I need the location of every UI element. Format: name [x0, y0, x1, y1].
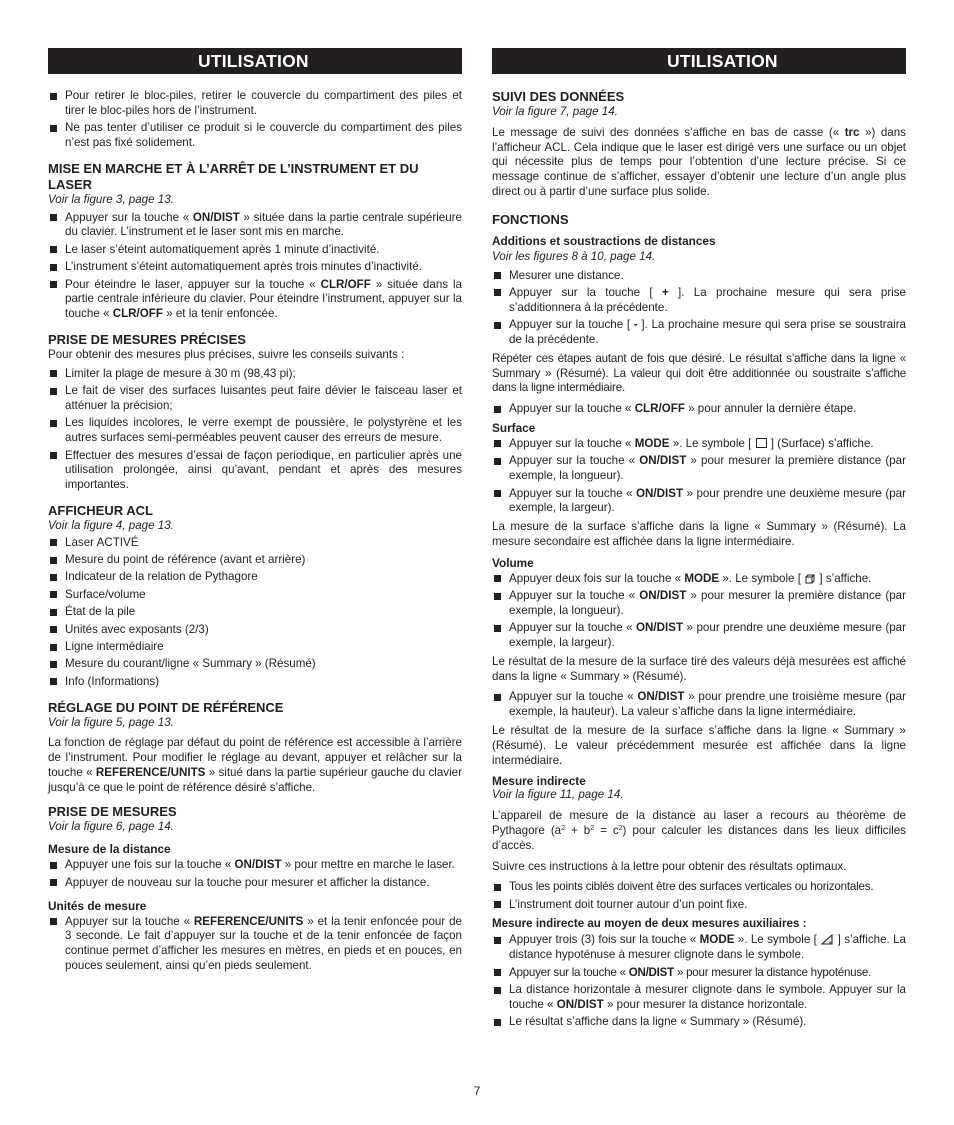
- list-item: L’instrument doit tourner autour d’un point fixe.: [492, 898, 906, 913]
- list-item: Tous les points ciblés doivent être des surfaces verticales ou horizontales.: [492, 880, 906, 895]
- figure-reference: Voir la figure 7, page 14.: [492, 105, 618, 118]
- list-item: Appuyer sur la touche « ON/DIST » située dans la partie centrale supérieure du clavier. L’instrument et le laser sont mis en marche.: [48, 211, 462, 241]
- figure-reference: Voir la figure 5, page 13.: [48, 715, 174, 729]
- list-item: Appuyer sur la touche « ON/DIST » pour mesurer la première distance (par exemple, la longueur).: [492, 454, 906, 484]
- sub-heading: Additions et soustractions de distances: [492, 233, 716, 248]
- battery-list: [48, 89, 462, 151]
- list-item: Pour éteindre le laser, appuyer sur la touche « CLR/OFF » située dans la partie centrale inférieure du clavier. Pour éteindre l’instrument, appuyer sur la touche « CLR/OFF » et la tenir enfoncée.: [48, 278, 462, 322]
- list-item: Appuyer sur la touche « ON/DIST » pour prendre une deuxième mesure (par exemple, la largeur).: [492, 621, 906, 651]
- section-heading: PRISE DE MESURES: [48, 803, 177, 819]
- list-item: Appuyer de nouveau sur la touche pour mesurer et afficher la distance.: [48, 876, 462, 891]
- left-column: [48, 48, 462, 978]
- list-item: Pour retirer le bloc-piles, retirer le couvercle du compartiment des piles et tirer le bloc-piles hors de l’instrument.: [48, 89, 462, 119]
- page-number: 7: [473, 1084, 481, 1098]
- list-item: Unités avec exposants (2/3): [48, 623, 462, 638]
- indirect-list-2: [492, 933, 906, 1030]
- section-header-left: UTILISATION: [48, 48, 462, 74]
- list-item: Laser ACTIVÉ: [48, 536, 462, 551]
- sub-heading: Unités de mesure: [48, 898, 147, 913]
- list-item: Info (Informations): [48, 675, 462, 690]
- list-item: Appuyer sur la touche « ON/DIST » pour mesurer la première distance (par exemple, la longueur).: [492, 589, 906, 619]
- lcd-list: [48, 536, 462, 690]
- section-header-right: UTILISATION: [492, 48, 906, 74]
- section-heading: RÉGLAGE DU POINT DE RÉFÉRENCE: [48, 699, 284, 715]
- distance-list: [48, 858, 462, 890]
- sub-heading: Volume: [492, 555, 534, 570]
- list-item: Surface/volume: [48, 588, 462, 603]
- list-item: Mesure du courant/ligne « Summary » (Résumé): [48, 657, 462, 672]
- list-item: Ligne intermédiaire: [48, 640, 462, 655]
- units-list: [48, 915, 462, 974]
- power-list: [48, 211, 462, 322]
- figure-reference: Voir la figure 3, page 13.: [48, 192, 174, 206]
- section-heading: FONCTIONS: [492, 211, 569, 227]
- figure-reference: Voir la figure 6, page 14.: [48, 819, 174, 833]
- list-item: Appuyer deux fois sur la touche « MODE ». Le symbole [ ] s’affiche.: [492, 572, 906, 587]
- paragraph: Le résultat de la mesure de la surface tiré des valeurs déjà mesurées est affiché dans la ligne « Summary » (Résumé).: [492, 654, 906, 683]
- list-item: Appuyer sur la touche « MODE ». Le symbole [ ] (Surface) s’affiche.: [492, 437, 906, 452]
- power-section: [48, 161, 462, 322]
- list-item: Les liquides incolores, le verre exempt de poussière, le polystyrène et les autres surfaces semi-perméables peuvent causer des erreurs de mesure.: [48, 416, 462, 446]
- paragraph: Répéter ces étapes autant de fois que désiré. Le résultat s’affiche dans la ligne « Summary » (Résumé). La valeur qui doit être additionnée ou soustraite s’affiche dans la ligne intermédiaire.: [492, 351, 906, 395]
- right-column: [492, 48, 906, 1034]
- sub-heading: Mesure indirecte au moyen de deux mesures auxiliaires :: [492, 916, 807, 930]
- list-item: Appuyer sur la touche « ON/DIST » pour prendre une troisième mesure (par exemple, la hauteur). La valeur s’affiche dans la ligne intermédiaire.: [492, 690, 906, 720]
- list-item: Appuyer sur la touche « ON/DIST » pour mesurer la distance hypoténuse.: [492, 966, 906, 981]
- section-heading: MISE EN MARCHE ET À L’ARRÊT DE L’INSTRUMENT ET DU LASER: [48, 160, 419, 192]
- paragraph: Le message de suivi des données s’affiche en bas de casse (« trc ») dans l’afficheur ACL. Cela indique que le laser est dirigé vers une surface ou un objet qui nécessite plus de temps pour l’obtention d’une lecture précise. Si ce message continue de s’afficher, essayer d’obtenir une lecture d’un angle plus direct ou à partir d’une surface plus solide.: [492, 125, 906, 198]
- figure-reference: Voir la figure 11, page 14.: [492, 788, 624, 802]
- section-heading: AFFICHEUR ACL: [48, 502, 153, 518]
- functions-section: [492, 212, 906, 1030]
- list-item: Effectuer des mesures d’essai de façon periodique, en particulier après une utilisation prolongée, ainsi qu’avant, pendant et après des mesures importantes.: [48, 449, 462, 493]
- list-item: Appuyer sur la touche [ + ]. La prochaine mesure qui sera prise s’additionnera à la précédente.: [492, 286, 906, 316]
- paragraph: La mesure de la surface s’affiche dans la ligne « Summary » (Résumé). La mesure secondaire est affichée dans la ligne intermédiaire.: [492, 520, 906, 548]
- volume-list-2: [492, 690, 906, 720]
- sub-heading: Surface: [492, 420, 536, 435]
- paragraph: Suivre ces instructions à la lettre pour obtenir des résultats optimaux.: [492, 859, 847, 873]
- list-item: Indicateur de la relation de Pythagore: [48, 570, 462, 585]
- section-heading: SUIVI DES DONNÉES: [492, 89, 625, 104]
- surface-symbol-icon: [756, 438, 767, 448]
- figure-reference: Voir les figures 8 à 10, page 14.: [492, 249, 656, 263]
- list-item: Limiter la plage de mesure à 30 m (98,43 pi);: [48, 367, 462, 382]
- tracking-section: [492, 89, 906, 200]
- list-item: L’instrument s’éteint automatiquement après trois minutes d’inactivité.: [48, 260, 462, 275]
- list-item: Mesure du point de référence (avant et arrière): [48, 553, 462, 568]
- section-heading: PRISE DE MESURES PRÉCISES: [48, 331, 246, 347]
- list-item: État de la pile: [48, 605, 462, 620]
- list-item: Le laser s’éteint automatiquement après 1 minute d’inactivité.: [48, 243, 462, 258]
- triangle-symbol-icon: [821, 934, 833, 945]
- list-item: Ne pas tenter d’utiliser ce produit si le couvercle du compartiment des piles n’est pas fixé solidement.: [48, 121, 462, 151]
- paragraph: Le résultat de la mesure de la surface s’affiche dans la ligne « Summary » (Résumé). Le valeur précédemment mesurée est affichée dans la ligne intermédiaire.: [492, 724, 906, 767]
- sub-heading: Mesure de la distance: [48, 842, 171, 857]
- list-item: Appuyer trois (3) fois sur la touche « MODE ». Le symbole [ ] s’affiche. La distance hypoténuse à mesurer clignote dans le symbole.: [492, 933, 906, 963]
- list-item: Appuyer sur la touche « ON/DIST » pour prendre une deuxième mesure (par exemple, la largeur).: [492, 487, 906, 517]
- precise-section: [48, 332, 462, 493]
- reference-section: [48, 700, 462, 796]
- paragraph: La fonction de réglage par défaut du point de référence est accessible à l’arrière de l’instrument. Pour modifier le réglage au devant, appuyer et relâcher sur la touche « REFERENCE/UNITS » situé dans la partie supérieur gauche du clavier jusqu’à ce que le point de référence désiré s’affiche.: [48, 736, 462, 794]
- list-item: La distance horizontale à mesurer clignote dans le symbole. Appuyer sur la touche « ON/DIST » pour mesurer la distance horizontale.: [492, 983, 906, 1013]
- list-item: Appuyer sur la touche « REFERENCE/UNITS » et la tenir enfoncée pour de 3 seconde. Le fait d’appuyer sur la touche et de la tenir enfoncée de façon continue permet d’afficher les mesures en mètres, en pieds et en pouces, en pouces seulement, ainsi qu’en pieds seulement.: [48, 915, 462, 974]
- list-item: Appuyer une fois sur la touche « ON/DIST » pour mettre en marche le laser.: [48, 858, 462, 873]
- volume-symbol-icon: [805, 574, 815, 584]
- list-item: Mesurer une distance.: [492, 269, 906, 284]
- list-item: Appuyer sur la touche « CLR/OFF » pour annuler la dernière étape.: [492, 402, 906, 417]
- figure-reference: Voir la figure 4, page 13.: [48, 518, 174, 532]
- sub-heading: Mesure indirecte: [492, 774, 586, 789]
- lcd-section: [48, 503, 462, 690]
- volume-list: [492, 572, 906, 651]
- list-item: Le résultat s’affiche dans la ligne « Summary » (Résumé).: [492, 1015, 906, 1030]
- surface-list: [492, 437, 906, 516]
- paragraph: L’appareil de mesure de la distance au laser a recours au théorème de Pythagore $(a^2 + b^2 = c^2)$ pour calculer les distances dans les lieux difficiles d’accès.: [492, 809, 906, 852]
- indirect-list: [492, 880, 906, 912]
- precise-list: [48, 367, 462, 493]
- addsub-list-2: [492, 402, 906, 417]
- measure-section: [48, 804, 462, 974]
- addsub-list: [492, 269, 906, 348]
- section-intro: Pour obtenir des mesures plus précises, suivre les conseils suivants :: [48, 347, 405, 361]
- list-item: Appuyer sur la touche [ - ]. La prochaine mesure qui sera prise se soustraira de la précédente.: [492, 318, 906, 348]
- list-item: Le fait de viser des surfaces luisantes peut faire dévier le faisceau laser et atténuer la précision;: [48, 384, 462, 414]
